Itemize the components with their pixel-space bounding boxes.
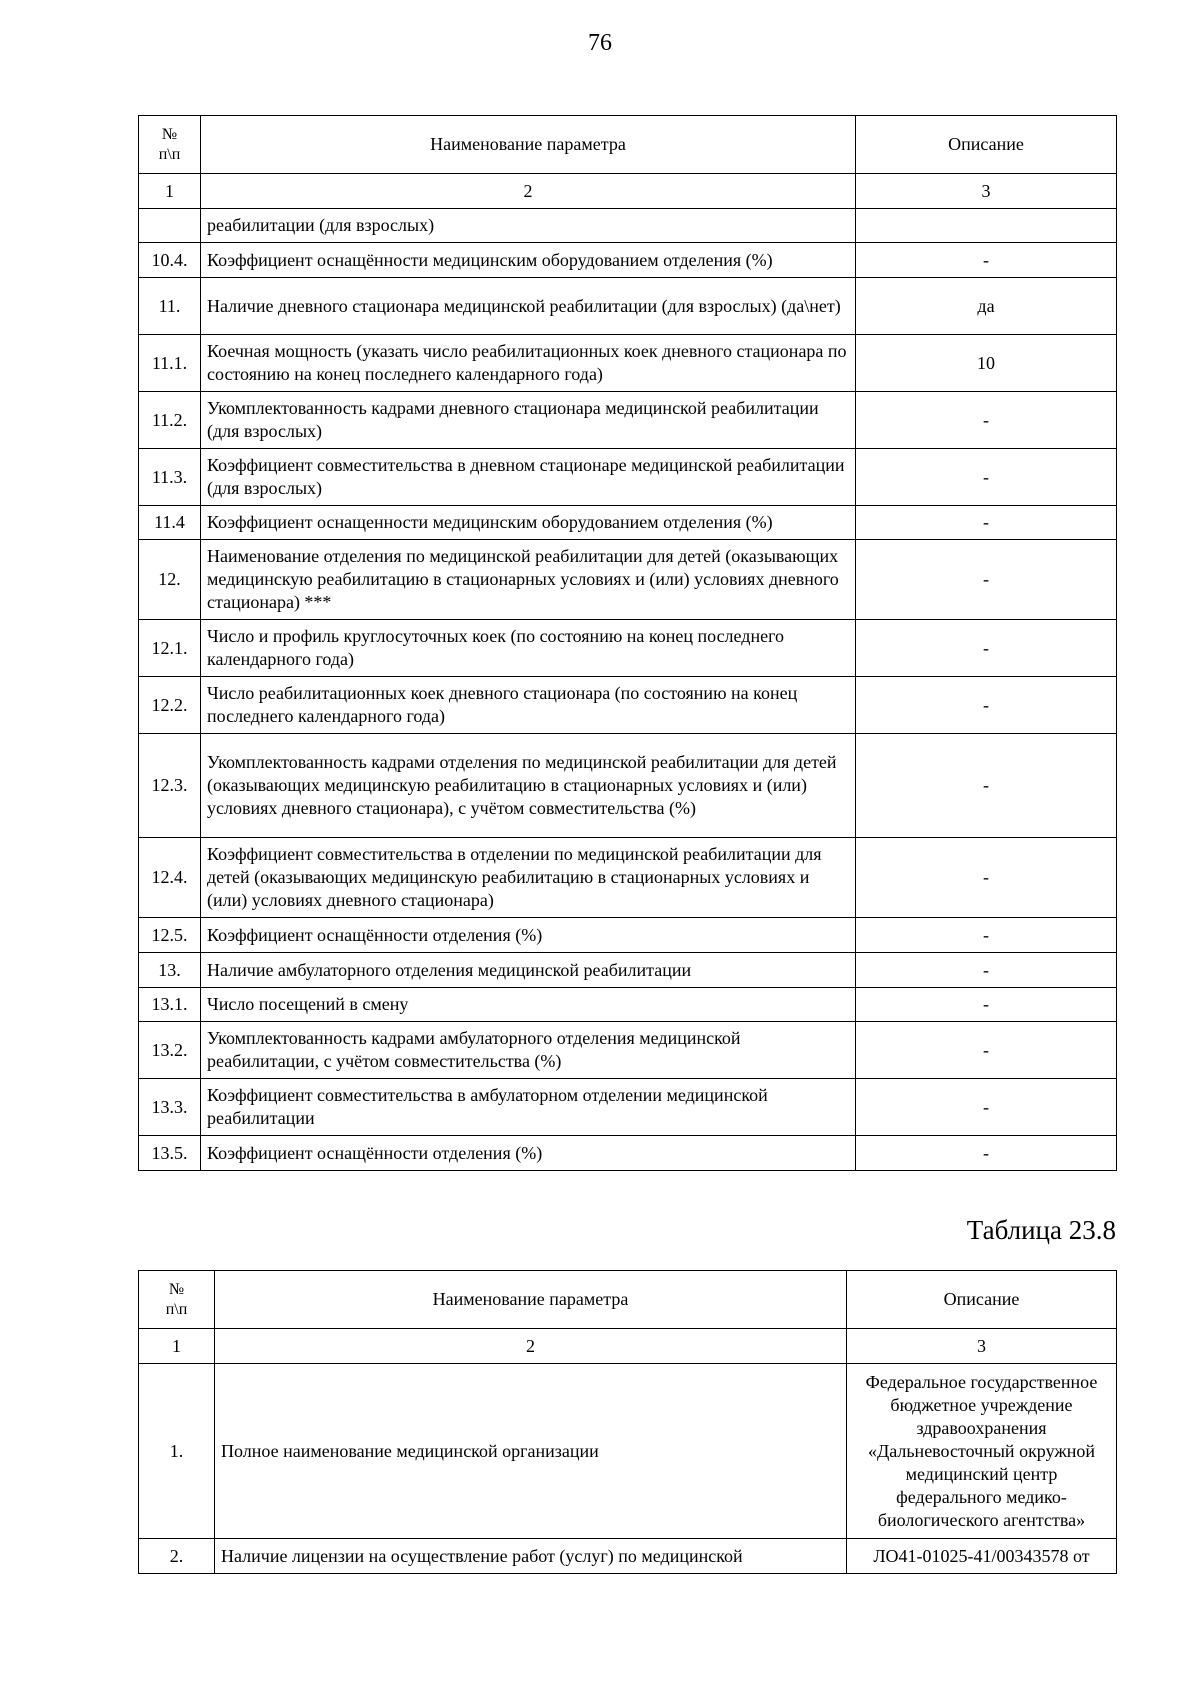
description-cell: - <box>856 953 1117 988</box>
row-number-cell: 10.4. <box>139 243 201 278</box>
index-cell: 2 <box>201 174 856 209</box>
description-cell: да <box>856 278 1117 335</box>
column-header-description: Описание <box>856 116 1117 174</box>
table-row <box>139 953 1117 988</box>
row-number-cell: 11. <box>139 278 201 335</box>
row-number-cell: 13.2. <box>139 1022 201 1079</box>
parameter-name-cell: реабилитации (для взрослых) <box>201 209 856 243</box>
parameter-name-cell: Коэффициент оснащённости медицинским оборудованием отделения (%) <box>201 243 856 278</box>
table-row <box>139 1022 1117 1079</box>
row-number-cell <box>139 209 201 243</box>
row-number-cell: 11.1. <box>139 335 201 392</box>
table-row <box>139 506 1117 540</box>
column-header-parameter: Наименование параметра <box>215 1271 847 1329</box>
table-row <box>139 335 1117 392</box>
row-number-cell: 12.1. <box>139 620 201 677</box>
description-cell: - <box>856 734 1117 838</box>
row-number-cell: 1. <box>139 1364 215 1539</box>
index-cell: 3 <box>847 1329 1117 1364</box>
parameter-name-cell: Коэффициент оснащённости отделения (%) <box>201 1136 856 1171</box>
row-number-cell: 12.3. <box>139 734 201 838</box>
table-row <box>139 620 1117 677</box>
column-header-number: № п\п <box>139 1271 215 1329</box>
description-cell: - <box>856 506 1117 540</box>
table-row <box>139 209 1117 243</box>
table-header-row <box>139 116 1117 174</box>
parameter-name-cell: Число посещений в смену <box>201 988 856 1022</box>
row-number-cell: 12. <box>139 540 201 620</box>
description-cell: ЛО41-01025-41/00343578 от <box>847 1539 1117 1574</box>
parameter-name-cell: Укомплектованность кадрами амбулаторного отделения медицинской реабилитации, с учётом совместительства (%) <box>201 1022 856 1079</box>
parameter-name-cell: Коэффициент совместительства в отделении по медицинской реабилитации для детей (оказывающих медицинскую реабилитацию в стационарных условиях и (или) условиях дневного стационара) <box>201 838 856 918</box>
index-cell: 1 <box>139 1329 215 1364</box>
row-number-cell: 13.3. <box>139 1079 201 1136</box>
parameter-name-cell: Число реабилитационных коек дневного стационара (по состоянию на конец последнего календарного года) <box>201 677 856 734</box>
parameter-name-cell: Полное наименование медицинской организации <box>215 1364 847 1539</box>
description-cell: - <box>856 988 1117 1022</box>
parameter-name-cell: Коэффициент совместительства в амбулаторном отделении медицинской реабилитации <box>201 1079 856 1136</box>
parameter-name-cell: Коэффициент совместительства в дневном стационаре медицинской реабилитации (для взрослых) <box>201 449 856 506</box>
description-cell: - <box>856 1136 1117 1171</box>
description-cell: - <box>856 620 1117 677</box>
column-header-parameter: Наименование параметра <box>201 116 856 174</box>
table-row <box>139 1136 1117 1171</box>
row-number-cell: 12.2. <box>139 677 201 734</box>
table-row <box>139 1364 1117 1539</box>
description-cell: 10 <box>856 335 1117 392</box>
index-cell: 2 <box>215 1329 847 1364</box>
parameter-name-cell: Наличие лицензии на осуществление работ (услуг) по медицинской <box>215 1539 847 1574</box>
table-row <box>139 918 1117 953</box>
table-row <box>139 1079 1117 1136</box>
index-cell: 3 <box>856 174 1117 209</box>
parameter-name-cell: Наименование отделения по медицинской реабилитации для детей (оказывающих медицинскую реабилитацию в стационарных условиях и (или) условиях дневного стационара) *** <box>201 540 856 620</box>
parameter-name-cell: Укомплектованность кадрами дневного стационара медицинской реабилитации (для взрослых) <box>201 392 856 449</box>
table-row <box>139 278 1117 335</box>
description-cell: - <box>856 1079 1117 1136</box>
row-number-cell: 12.5. <box>139 918 201 953</box>
row-number-cell: 2. <box>139 1539 215 1574</box>
table-row <box>139 734 1117 838</box>
description-cell: - <box>856 918 1117 953</box>
table-index-row <box>139 1329 1117 1364</box>
row-number-cell: 11.2. <box>139 392 201 449</box>
row-number-cell: 13. <box>139 953 201 988</box>
row-number-cell: 13.1. <box>139 988 201 1022</box>
row-number-cell: 13.5. <box>139 1136 201 1171</box>
description-cell: - <box>856 540 1117 620</box>
parameter-name-cell: Коэффициент оснащенности медицинским оборудованием отделения (%) <box>201 506 856 540</box>
table-row <box>139 540 1117 620</box>
description-cell: Федеральное государственное бюджетное учреждение здравоохранения «Дальневосточный окружной медицинский центр федерального медико-биологического агентства» <box>847 1364 1117 1539</box>
table-row <box>139 838 1117 918</box>
description-cell: - <box>856 838 1117 918</box>
organization-table <box>138 1270 1117 1574</box>
row-number-cell: 11.3. <box>139 449 201 506</box>
parameter-name-cell: Число и профиль круглосуточных коек (по состоянию на конец последнего календарного года) <box>201 620 856 677</box>
table-row <box>139 392 1117 449</box>
table-row <box>139 988 1117 1022</box>
table-row <box>139 449 1117 506</box>
page-number: 76 <box>588 30 612 56</box>
column-header-number: № п\п <box>139 116 201 174</box>
row-number-cell: 11.4 <box>139 506 201 540</box>
table-header-row <box>139 1271 1117 1329</box>
parameter-name-cell: Коэффициент оснащённости отделения (%) <box>201 918 856 953</box>
parameter-name-cell: Наличие амбулаторного отделения медицинской реабилитации <box>201 953 856 988</box>
parameter-name-cell: Коечная мощность (указать число реабилитационных коек дневного стационара по состоянию на конец последнего календарного года) <box>201 335 856 392</box>
parameters-table-continued <box>138 115 1117 1171</box>
description-cell: - <box>856 1022 1117 1079</box>
description-cell: - <box>856 449 1117 506</box>
description-cell: - <box>856 392 1117 449</box>
parameter-name-cell: Наличие дневного стационара медицинской реабилитации (для взрослых) (да\нет) <box>201 278 856 335</box>
table-row <box>139 677 1117 734</box>
parameter-name-cell: Укомплектованность кадрами отделения по медицинской реабилитации для детей (оказывающих медицинскую реабилитацию в стационарных условиях и (или) условиях дневного стационара), с учётом совместительства (%) <box>201 734 856 838</box>
table-index-row <box>139 174 1117 209</box>
table-row <box>139 243 1117 278</box>
table-row <box>139 1539 1117 1574</box>
table-caption: Таблица 23.8 <box>966 1215 1116 1245</box>
row-number-cell: 12.4. <box>139 838 201 918</box>
description-cell: - <box>856 243 1117 278</box>
index-cell: 1 <box>139 174 201 209</box>
column-header-description: Описание <box>847 1271 1117 1329</box>
description-cell <box>856 209 1117 243</box>
description-cell: - <box>856 677 1117 734</box>
